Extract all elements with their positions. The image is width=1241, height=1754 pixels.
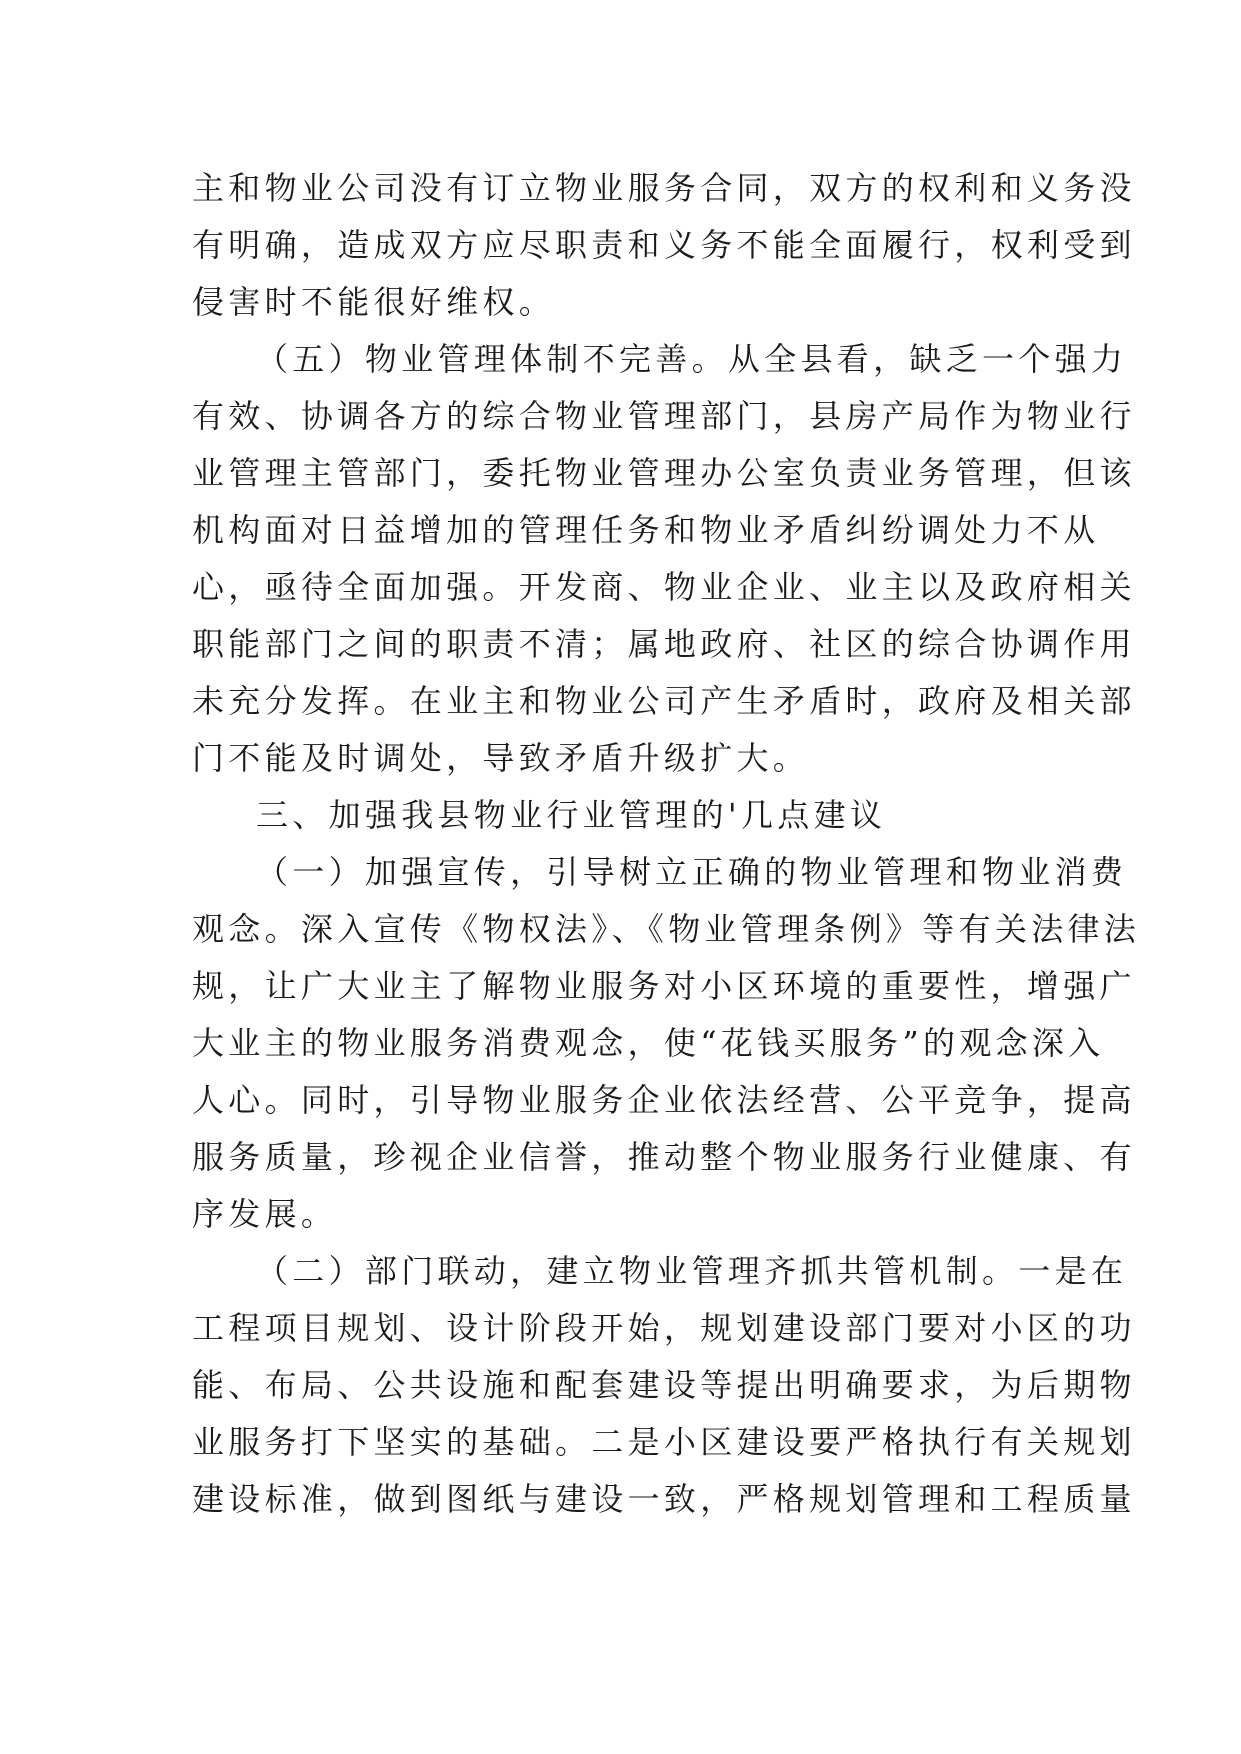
text-line: 能、布局、公共设施和配套建设等提出明确要求，为后期物 — [192, 1366, 1136, 1404]
text-line: 有明确，造成双方应尽职责和义务不能全面履行，权利受到 — [192, 226, 1136, 264]
text-line: 心，亟待全面加强。开发商、物业企业、业主以及政府相关 — [192, 568, 1136, 606]
text-line: （五）物业管理体制不完善。从全县看，缺乏一个强力 — [256, 340, 1128, 378]
text-line: 建设标准，做到图纸与建设一致，严格规划管理和工程质量 — [192, 1480, 1136, 1518]
text-line: 门不能及时调处，导致矛盾升级扩大。 — [192, 739, 810, 777]
text-line: 大业主的物业服务消费观念，使“花钱买服务”的观念深入 — [192, 1024, 1105, 1062]
text-line: 业管理主管部门，委托物业管理办公室负责业务管理，但该 — [192, 454, 1136, 492]
text-line: 机构面对日益增加的管理任务和物业矛盾纠纷调处力不从 — [192, 511, 1100, 549]
text-line: 有效、协调各方的综合物业管理部门，县房产局作为物业行 — [192, 397, 1136, 435]
text-line: 人心。同时，引导物业服务企业依法经营、公平竞争，提高 — [192, 1081, 1136, 1119]
text-line: （二）部门联动，建立物业管理齐抓共管机制。一是在 — [256, 1252, 1128, 1290]
text-line: 主和物业公司没有订立物业服务合同，双方的权利和义务没 — [192, 169, 1136, 207]
document-body — [192, 160, 1141, 1528]
text-line: 服务质量，珍视企业信誉，推动整个物业服务行业健康、有 — [192, 1138, 1136, 1176]
text-line: 工程项目规划、设计阶段开始，规划建设部门要对小区的功 — [192, 1309, 1136, 1347]
text-line: 业服务打下坚实的基础。二是小区建设要严格执行有关规划 — [192, 1423, 1136, 1461]
text-line: 侵害时不能很好维权。 — [192, 283, 556, 321]
text-line: 规，让广大业主了解物业服务对小区环境的重要性，增强广 — [192, 967, 1136, 1005]
section-heading: 三、加强我县物业行业管理的'几点建议 — [256, 796, 887, 834]
text-line: 序发展。 — [192, 1195, 338, 1233]
text-line: （一）加强宣传，引导树立正确的物业管理和物业消费 — [256, 853, 1128, 891]
text-line: 观念。深入宣传《物权法》、《物业管理条例》等有关法律法 — [192, 910, 1141, 948]
text-line: 职能部门之间的职责不清；属地政府、社区的综合协调作用 — [192, 625, 1136, 663]
text-line: 未充分发挥。在业主和物业公司产生矛盾时，政府及相关部 — [192, 682, 1136, 720]
